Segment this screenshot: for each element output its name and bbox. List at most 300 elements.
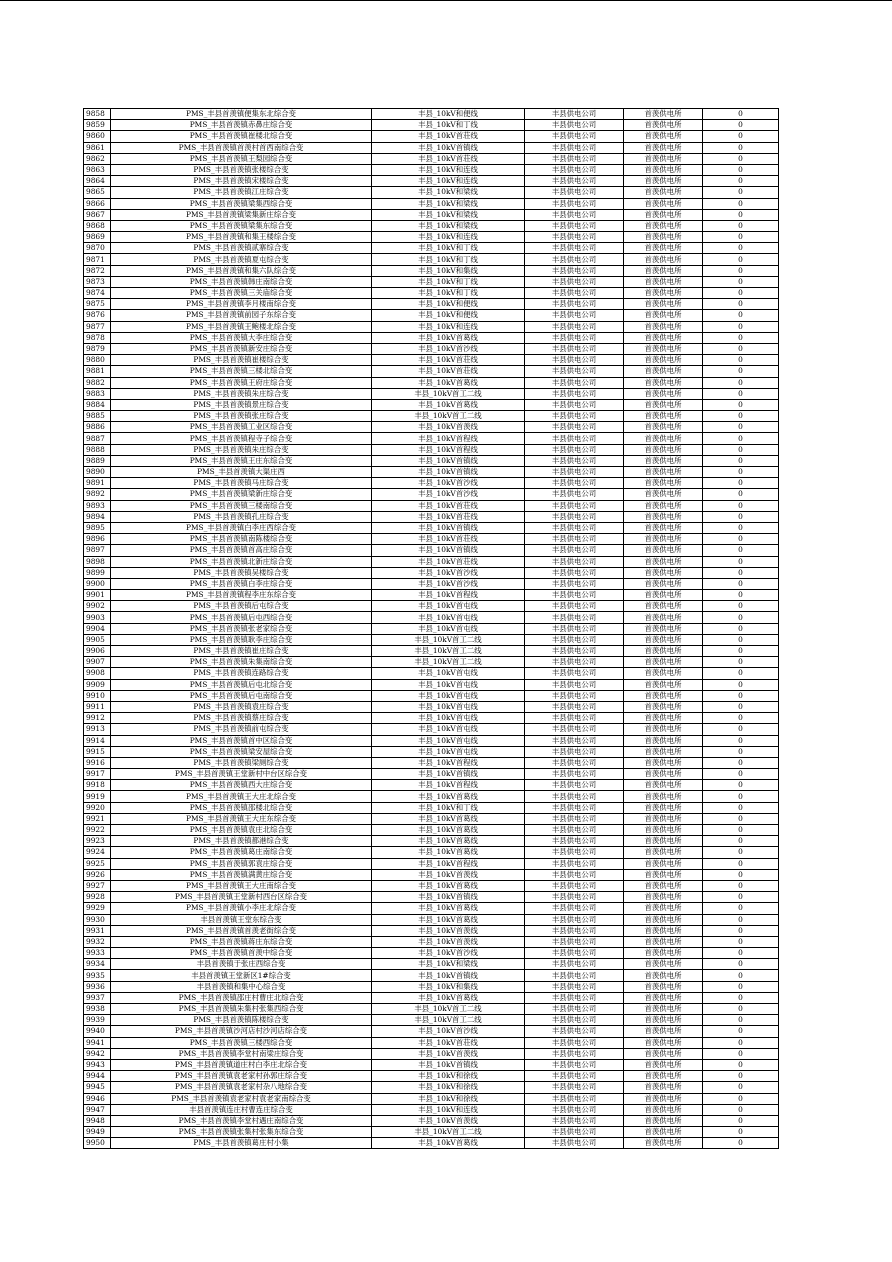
count-cell: 0	[703, 522, 779, 533]
row-number-cell: 9923	[84, 836, 111, 847]
row-number-cell: 9864	[84, 176, 111, 187]
substation-name-cell: 丰县首羡镇于张庄西综合变	[111, 959, 372, 970]
row-number-cell: 9867	[84, 209, 111, 220]
table-row	[84, 254, 779, 265]
station-cell: 首羡供电所	[624, 623, 703, 634]
table-row	[84, 545, 779, 556]
feeder-line-cell: 丰县_10kV首葛线	[372, 903, 525, 914]
count-cell: 0	[703, 959, 779, 970]
table-body	[84, 109, 779, 1149]
table-row	[84, 746, 779, 757]
company-cell: 丰县供电公司	[525, 769, 624, 780]
row-number-cell: 9944	[84, 1071, 111, 1082]
table-row	[84, 959, 779, 970]
substation-name-cell: PMS_丰县首羡镇李堂村遇庄南综合变	[111, 1115, 372, 1126]
row-number-cell: 9877	[84, 321, 111, 332]
row-number-cell: 9893	[84, 500, 111, 511]
table-row	[84, 724, 779, 735]
feeder-line-cell: 丰县_10kV和便线	[372, 299, 525, 310]
company-cell: 丰县供电公司	[525, 299, 624, 310]
table-row	[84, 992, 779, 1003]
row-number-cell: 9939	[84, 1015, 111, 1026]
feeder-line-cell: 丰县_10kV首葛线	[372, 377, 525, 388]
feeder-line-cell: 丰县_10kV首沙线	[372, 343, 525, 354]
station-cell: 首羡供电所	[624, 1138, 703, 1149]
feeder-line-cell: 丰县_10kV首镇线	[372, 970, 525, 981]
company-cell: 丰县供电公司	[525, 880, 624, 891]
table-row	[84, 892, 779, 903]
station-cell: 首羡供电所	[624, 746, 703, 757]
station-cell: 首羡供电所	[624, 847, 703, 858]
row-number-cell: 9932	[84, 936, 111, 947]
substation-name-cell: PMS_丰县首羡镇崔楼综合变	[111, 355, 372, 366]
substation-name-cell: PMS_丰县首羡镇韩庄南综合变	[111, 276, 372, 287]
company-cell: 丰县供电公司	[525, 1138, 624, 1149]
feeder-line-cell: 丰县_10kV首工二线	[372, 1015, 525, 1026]
station-cell: 首羡供电所	[624, 321, 703, 332]
row-number-cell: 9889	[84, 455, 111, 466]
feeder-line-cell: 丰县_10kV首葛线	[372, 813, 525, 824]
table-row	[84, 176, 779, 187]
station-cell: 首羡供电所	[624, 858, 703, 869]
feeder-line-cell: 丰县_10kV和连线	[372, 232, 525, 243]
count-cell: 0	[703, 892, 779, 903]
station-cell: 首羡供电所	[624, 265, 703, 276]
feeder-line-cell: 丰县_10kV首屯线	[372, 623, 525, 634]
count-cell: 0	[703, 936, 779, 947]
count-cell: 0	[703, 813, 779, 824]
company-cell: 丰县供电公司	[525, 500, 624, 511]
table-row	[84, 567, 779, 578]
substation-name-cell: PMS_丰县首羡镇江庄综合变	[111, 187, 372, 198]
feeder-line-cell: 丰县_10kV首屯线	[372, 601, 525, 612]
row-number-cell: 9907	[84, 657, 111, 668]
company-cell: 丰县供电公司	[525, 959, 624, 970]
feeder-line-cell: 丰县_10kV首荘线	[372, 511, 525, 522]
table-row	[84, 970, 779, 981]
row-number-cell: 9928	[84, 892, 111, 903]
table-row	[84, 522, 779, 533]
row-number-cell: 9920	[84, 802, 111, 813]
row-number-cell: 9927	[84, 880, 111, 891]
row-number-cell: 9930	[84, 914, 111, 925]
table-row	[84, 713, 779, 724]
table-row	[84, 981, 779, 992]
count-cell: 0	[703, 1127, 779, 1138]
row-number-cell: 9934	[84, 959, 111, 970]
count-cell: 0	[703, 623, 779, 634]
station-cell: 首羡供电所	[624, 1082, 703, 1093]
company-cell: 丰县供电公司	[525, 1127, 624, 1138]
company-cell: 丰县供电公司	[525, 522, 624, 533]
company-cell: 丰县供电公司	[525, 366, 624, 377]
count-cell: 0	[703, 880, 779, 891]
substation-name-cell: PMS_丰县首羡镇梁集西综合变	[111, 198, 372, 209]
count-cell: 0	[703, 757, 779, 768]
count-cell: 0	[703, 545, 779, 556]
company-cell: 丰县供电公司	[525, 1059, 624, 1070]
station-cell: 首羡供电所	[624, 780, 703, 791]
feeder-line-cell: 丰县_10kV和徐线	[372, 1071, 525, 1082]
count-cell: 0	[703, 411, 779, 422]
count-cell: 0	[703, 433, 779, 444]
station-cell: 首羡供电所	[624, 288, 703, 299]
substation-name-cell: PMS_丰县首羡镇朱庄综合变	[111, 388, 372, 399]
table-row	[84, 735, 779, 746]
company-cell: 丰县供电公司	[525, 433, 624, 444]
row-number-cell: 9943	[84, 1059, 111, 1070]
feeder-line-cell: 丰县_10kV首屯线	[372, 690, 525, 701]
company-cell: 丰县供电公司	[525, 802, 624, 813]
count-cell: 0	[703, 1015, 779, 1026]
count-cell: 0	[703, 1048, 779, 1059]
count-cell: 0	[703, 321, 779, 332]
station-cell: 首羡供电所	[624, 601, 703, 612]
substation-name-cell: PMS_丰县首羡镇连路综合变	[111, 668, 372, 679]
substation-name-cell: PMS_丰县首羡镇景庄综合变	[111, 399, 372, 410]
feeder-line-cell: 丰县_10kV首镇线	[372, 769, 525, 780]
table-row	[84, 1048, 779, 1059]
station-cell: 首羡供电所	[624, 869, 703, 880]
substation-name-cell: PMS_丰县首羡镇王大庄东综合变	[111, 813, 372, 824]
feeder-line-cell: 丰县_10kV和丁线	[372, 276, 525, 287]
row-number-cell: 9946	[84, 1093, 111, 1104]
feeder-line-cell: 丰县_10kV首沙线	[372, 1026, 525, 1037]
count-cell: 0	[703, 590, 779, 601]
table-row	[84, 310, 779, 321]
table-row	[84, 836, 779, 847]
station-cell: 首羡供电所	[624, 836, 703, 847]
station-cell: 首羡供电所	[624, 1037, 703, 1048]
company-cell: 丰县供电公司	[525, 948, 624, 959]
feeder-line-cell: 丰县_10kV首沙线	[372, 567, 525, 578]
page-top-border	[0, 0, 892, 1]
row-number-cell: 9868	[84, 220, 111, 231]
substation-name-cell: PMS_丰县首羡镇后屯北综合变	[111, 679, 372, 690]
station-cell: 首羡供电所	[624, 355, 703, 366]
station-cell: 首羡供电所	[624, 388, 703, 399]
count-cell: 0	[703, 153, 779, 164]
company-cell: 丰县供电公司	[525, 858, 624, 869]
table-row	[84, 1015, 779, 1026]
substation-name-cell: PMS_丰县首羡镇王大庄北综合变	[111, 791, 372, 802]
substation-name-cell: PMS_丰县首羡镇工业区综合变	[111, 422, 372, 433]
substation-name-cell: PMS_丰县首羡镇王鲍楼北综合变	[111, 321, 372, 332]
station-cell: 首羡供电所	[624, 455, 703, 466]
feeder-line-cell: 丰县_10kV和梁线	[372, 187, 525, 198]
table-row	[84, 925, 779, 936]
feeder-line-cell: 丰县_10kV和集线	[372, 265, 525, 276]
feeder-line-cell: 丰县_10kV和连线	[372, 1104, 525, 1115]
substation-name-cell: PMS_丰县首羡镇梁厕综合变	[111, 757, 372, 768]
substation-name-cell: PMS_丰县首羡镇满黄庄综合变	[111, 869, 372, 880]
feeder-line-cell: 丰县_10kV首葛线	[372, 836, 525, 847]
row-number-cell: 9942	[84, 1048, 111, 1059]
count-cell: 0	[703, 746, 779, 757]
company-cell: 丰县供电公司	[525, 321, 624, 332]
table-row	[84, 914, 779, 925]
row-number-cell: 9870	[84, 243, 111, 254]
station-cell: 首羡供电所	[624, 444, 703, 455]
row-number-cell: 9898	[84, 556, 111, 567]
feeder-line-cell: 丰县_10kV首荘线	[372, 153, 525, 164]
row-number-cell: 9897	[84, 545, 111, 556]
substation-name-cell: PMS_丰县首羡镇蔡庄综合变	[111, 713, 372, 724]
table-row	[84, 534, 779, 545]
company-cell: 丰县供电公司	[525, 791, 624, 802]
count-cell: 0	[703, 836, 779, 847]
row-number-cell: 9925	[84, 858, 111, 869]
station-cell: 首羡供电所	[624, 142, 703, 153]
feeder-line-cell: 丰县_10kV首程线	[372, 757, 525, 768]
row-number-cell: 9886	[84, 422, 111, 433]
count-cell: 0	[703, 601, 779, 612]
count-cell: 0	[703, 903, 779, 914]
company-cell: 丰县供电公司	[525, 1082, 624, 1093]
feeder-line-cell: 丰县_10kV首工二线	[372, 388, 525, 399]
station-cell: 首羡供电所	[624, 578, 703, 589]
substation-name-cell: PMS_丰县首羡镇袁庄北综合变	[111, 825, 372, 836]
station-cell: 首羡供电所	[624, 366, 703, 377]
feeder-line-cell: 丰县_10kV首沙线	[372, 948, 525, 959]
feeder-line-cell: 丰县_10kV首镇线	[372, 455, 525, 466]
company-cell: 丰县供电公司	[525, 120, 624, 131]
row-number-cell: 9950	[84, 1138, 111, 1149]
substation-name-cell: 丰县首羡镇王堂东综合变	[111, 914, 372, 925]
row-number-cell: 9895	[84, 522, 111, 533]
substation-name-cell: PMS_丰县首羡镇王堂新村中台区综合变	[111, 769, 372, 780]
table-row	[84, 299, 779, 310]
count-cell: 0	[703, 1138, 779, 1149]
company-cell: 丰县供电公司	[525, 388, 624, 399]
feeder-line-cell: 丰县_10kV首葛线	[372, 880, 525, 891]
company-cell: 丰县供电公司	[525, 646, 624, 657]
substation-name-cell: 丰县首羡镇连庄村曹连庄综合变	[111, 1104, 372, 1115]
substation-name-cell: PMS_丰县首羡镇耿李庄综合变	[111, 634, 372, 645]
company-cell: 丰县供电公司	[525, 813, 624, 824]
station-cell: 首羡供电所	[624, 668, 703, 679]
count-cell: 0	[703, 825, 779, 836]
table-row	[84, 825, 779, 836]
row-number-cell: 9945	[84, 1082, 111, 1093]
count-cell: 0	[703, 142, 779, 153]
table-row	[84, 948, 779, 959]
count-cell: 0	[703, 489, 779, 500]
company-cell: 丰县供电公司	[525, 198, 624, 209]
feeder-line-cell: 丰县_10kV首程线	[372, 780, 525, 791]
station-cell: 首羡供电所	[624, 187, 703, 198]
company-cell: 丰县供电公司	[525, 455, 624, 466]
company-cell: 丰县供电公司	[525, 489, 624, 500]
station-cell: 首羡供电所	[624, 892, 703, 903]
row-number-cell: 9896	[84, 534, 111, 545]
row-number-cell: 9894	[84, 511, 111, 522]
row-number-cell: 9871	[84, 254, 111, 265]
row-number-cell: 9917	[84, 769, 111, 780]
station-cell: 首羡供电所	[624, 243, 703, 254]
company-cell: 丰县供电公司	[525, 970, 624, 981]
substation-name-cell: PMS_丰县首羡镇白李庄综合变	[111, 578, 372, 589]
station-cell: 首羡供电所	[624, 220, 703, 231]
station-cell: 首羡供电所	[624, 1071, 703, 1082]
substation-name-cell: PMS_丰县首羡镇葛庄村小集	[111, 1138, 372, 1149]
count-cell: 0	[703, 467, 779, 478]
company-cell: 丰县供电公司	[525, 601, 624, 612]
row-number-cell: 9882	[84, 377, 111, 388]
row-number-cell: 9892	[84, 489, 111, 500]
row-number-cell: 9924	[84, 847, 111, 858]
station-cell: 首羡供电所	[624, 959, 703, 970]
row-number-cell: 9926	[84, 869, 111, 880]
row-number-cell: 9859	[84, 120, 111, 131]
table-row	[84, 500, 779, 511]
substation-name-cell: PMS_丰县首羡镇袁老家村袁老家南综合变	[111, 1093, 372, 1104]
count-cell: 0	[703, 1071, 779, 1082]
station-cell: 首羡供电所	[624, 433, 703, 444]
feeder-line-cell: 丰县_10kV首葛线	[372, 825, 525, 836]
company-cell: 丰县供电公司	[525, 187, 624, 198]
count-cell: 0	[703, 992, 779, 1003]
substation-name-cell: PMS_丰县首羡镇首羡村首西南综合变	[111, 142, 372, 153]
count-cell: 0	[703, 131, 779, 142]
station-cell: 首羡供电所	[624, 634, 703, 645]
station-cell: 首羡供电所	[624, 1127, 703, 1138]
table-row	[84, 757, 779, 768]
company-cell: 丰县供电公司	[525, 1015, 624, 1026]
table-row	[84, 164, 779, 175]
station-cell: 首羡供电所	[624, 1048, 703, 1059]
company-cell: 丰县供电公司	[525, 936, 624, 947]
table-row	[84, 131, 779, 142]
row-number-cell: 9875	[84, 299, 111, 310]
substation-name-cell: PMS_丰县首羡镇后屯西综合变	[111, 612, 372, 623]
count-cell: 0	[703, 869, 779, 880]
count-cell: 0	[703, 232, 779, 243]
feeder-line-cell: 丰县_10kV首工二线	[372, 1004, 525, 1015]
substation-name-cell: PMS_丰县首羡镇都港综合变	[111, 836, 372, 847]
substation-name-cell: PMS_丰县首羡镇梁安屋综合变	[111, 746, 372, 757]
table-row	[84, 612, 779, 623]
company-cell: 丰县供电公司	[525, 1004, 624, 1015]
table-row	[84, 1115, 779, 1126]
substation-name-cell: 丰县首羡镇和集中心综合变	[111, 981, 372, 992]
count-cell: 0	[703, 109, 779, 120]
substation-name-cell: PMS_丰县首羡镇崔楼北综合变	[111, 131, 372, 142]
station-cell: 首羡供电所	[624, 109, 703, 120]
station-cell: 首羡供电所	[624, 310, 703, 321]
station-cell: 首羡供电所	[624, 880, 703, 891]
table-row	[84, 903, 779, 914]
feeder-line-cell: 丰县_10kV和丁线	[372, 120, 525, 131]
feeder-line-cell: 丰县_10kV和梁线	[372, 209, 525, 220]
count-cell: 0	[703, 1093, 779, 1104]
row-number-cell: 9900	[84, 578, 111, 589]
substation-name-cell: PMS_丰县首羡镇大李庄综合变	[111, 332, 372, 343]
table-row	[84, 623, 779, 634]
feeder-line-cell: 丰县_10kV首荘线	[372, 131, 525, 142]
count-cell: 0	[703, 634, 779, 645]
substation-name-cell: PMS_丰县首羡镇王大庄南综合变	[111, 880, 372, 891]
count-cell: 0	[703, 399, 779, 410]
count-cell: 0	[703, 914, 779, 925]
count-cell: 0	[703, 120, 779, 131]
substation-name-cell: PMS_丰县首羡镇马庄综合变	[111, 478, 372, 489]
company-cell: 丰县供电公司	[525, 1093, 624, 1104]
station-cell: 首羡供电所	[624, 522, 703, 533]
count-cell: 0	[703, 1104, 779, 1115]
table-row	[84, 209, 779, 220]
company-cell: 丰县供电公司	[525, 243, 624, 254]
table-row	[84, 511, 779, 522]
table-row	[84, 433, 779, 444]
table-row	[84, 355, 779, 366]
company-cell: 丰县供电公司	[525, 679, 624, 690]
station-cell: 首羡供电所	[624, 399, 703, 410]
substation-name-cell: PMS_丰县首羡镇李月楼南综合变	[111, 299, 372, 310]
company-cell: 丰县供电公司	[525, 399, 624, 410]
row-number-cell: 9890	[84, 467, 111, 478]
company-cell: 丰县供电公司	[525, 164, 624, 175]
table-row	[84, 198, 779, 209]
station-cell: 首羡供电所	[624, 690, 703, 701]
row-number-cell: 9947	[84, 1104, 111, 1115]
company-cell: 丰县供电公司	[525, 109, 624, 120]
row-number-cell: 9918	[84, 780, 111, 791]
table-row	[84, 1138, 779, 1149]
feeder-line-cell: 丰县_10kV首羡线	[372, 1115, 525, 1126]
row-number-cell: 9887	[84, 433, 111, 444]
count-cell: 0	[703, 478, 779, 489]
feeder-line-cell: 丰县_10kV和丁线	[372, 288, 525, 299]
table-row	[84, 455, 779, 466]
company-cell: 丰县供电公司	[525, 478, 624, 489]
company-cell: 丰县供电公司	[525, 612, 624, 623]
station-cell: 首羡供电所	[624, 176, 703, 187]
row-number-cell: 9901	[84, 590, 111, 601]
table-row	[84, 444, 779, 455]
company-cell: 丰县供电公司	[525, 511, 624, 522]
table-row	[84, 690, 779, 701]
substation-name-cell: PMS_丰县首羡镇贰寨综合变	[111, 243, 372, 254]
row-number-cell: 9858	[84, 109, 111, 120]
count-cell: 0	[703, 970, 779, 981]
station-cell: 首羡供电所	[624, 1026, 703, 1037]
station-cell: 首羡供电所	[624, 1093, 703, 1104]
feeder-line-cell: 丰县_10kV首镇线	[372, 522, 525, 533]
station-cell: 首羡供电所	[624, 590, 703, 601]
table-row	[84, 1037, 779, 1048]
count-cell: 0	[703, 343, 779, 354]
table-row	[84, 880, 779, 891]
feeder-line-cell: 丰县_10kV首屯线	[372, 735, 525, 746]
substation-name-cell: PMS_丰县首羡镇张老家综合变	[111, 623, 372, 634]
row-number-cell: 9941	[84, 1037, 111, 1048]
count-cell: 0	[703, 1004, 779, 1015]
station-cell: 首羡供电所	[624, 612, 703, 623]
count-cell: 0	[703, 646, 779, 657]
count-cell: 0	[703, 690, 779, 701]
company-cell: 丰县供电公司	[525, 254, 624, 265]
row-number-cell: 9916	[84, 757, 111, 768]
count-cell: 0	[703, 679, 779, 690]
table-row	[84, 858, 779, 869]
table-row	[84, 120, 779, 131]
substation-name-cell: PMS_丰县首羡镇王梨园综合变	[111, 153, 372, 164]
station-cell: 首羡供电所	[624, 198, 703, 209]
feeder-line-cell: 丰县_10kV首工二线	[372, 634, 525, 645]
table-row	[84, 411, 779, 422]
feeder-line-cell: 丰县_10kV首程线	[372, 590, 525, 601]
